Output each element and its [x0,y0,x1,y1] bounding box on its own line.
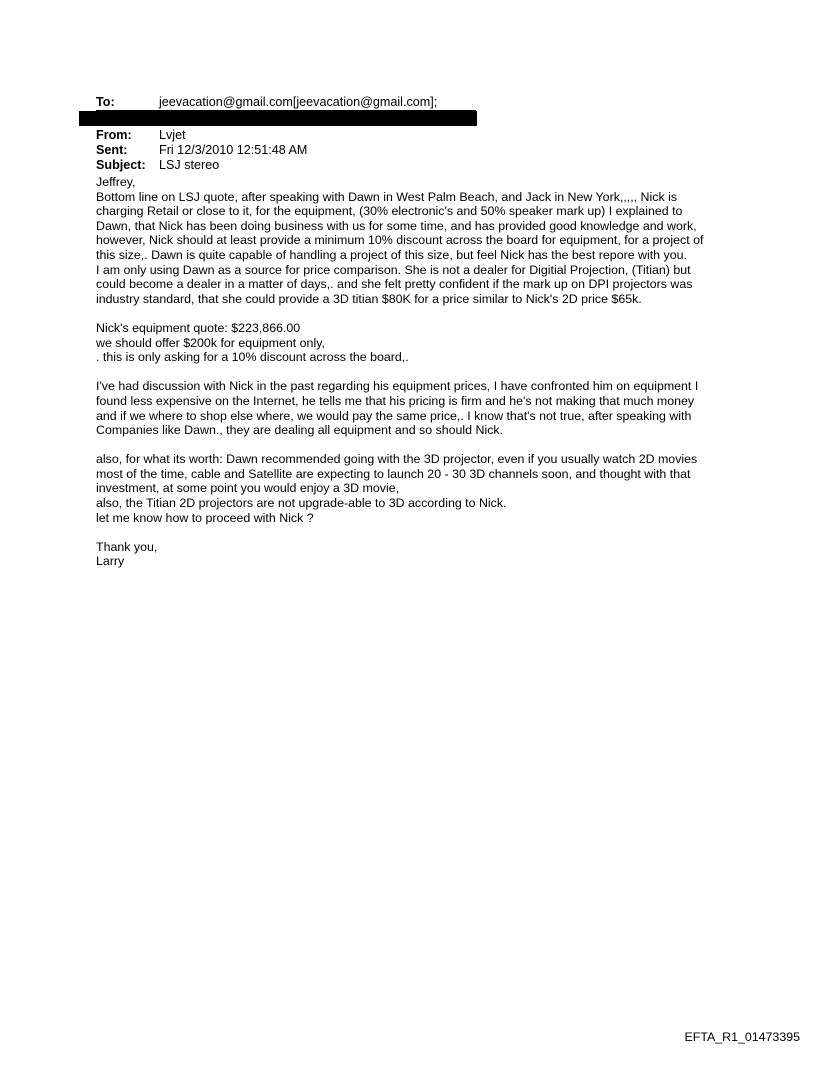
body-line: found less expensive on the Internet, he tells me that his pricing is firm and he's not making that much money [96,393,695,408]
header-to-row [96,95,437,110]
body-line: Larry [96,554,125,569]
body-line: charging Retail or close to it, for the equipment, (30% electronic's and 50% speaker mark up) I explained to [96,204,683,219]
body-line: could become a dealer in a matter of days,. and she felt pretty confident if the mark up on DPI projectors was [96,277,693,292]
paragraph-gap [96,365,736,380]
body-line: Thank you, [96,539,158,554]
subject-label: Subject: [96,158,146,172]
to-value: jeevacation@gmail.com[jeevacation@gmail.com]; [159,95,438,109]
email-body [96,175,736,569]
body-line: we should offer $200k for equipment only, [96,335,325,350]
from-value: Lvjet [159,128,186,142]
body-line: I am only using Dawn as a source for price comparison. She is not a dealer for Digitial Projection, (Titian) but [96,262,691,277]
body-line: Dawn, that Nick has been doing business with us for some time, and has provided good knowledge and work, [96,218,697,233]
to-label: To: [96,95,115,109]
body-line: also, for what its worth: Dawn recommended going with the 3D projector, even if you usually watch 2D movies [96,452,698,467]
document-id: EFTA_R1_01473395 [684,1030,800,1044]
body-line: most of the time, cable and Satellite are expecting to launch 20 - 30 3D channels soon, and thought with that [96,466,691,481]
paragraph-gap [96,438,736,453]
body-line: I've had discussion with Nick in the past regarding his equipment prices, I have confronted him on equipment I [96,379,699,394]
paragraph-gap [96,306,736,321]
body-line: and if we where to shop else where, we would pay the same price,. I know that's not true, after speaking with [96,408,692,423]
sent-value: Fri 12/3/2010 12:51:48 AM [159,143,308,157]
body-line: industry standard, that she could provide a 3D titian $80K for a price similar to Nick's 2D price $65k. [96,291,642,306]
body-line: this size,. Dawn is quite capable of handling a project of this size, but feel Nick has the best repore with you. [96,247,687,262]
body-line: Jeffrey, [96,175,136,189]
header-from-row [96,128,186,143]
subject-value: LSJ stereo [159,158,220,172]
sent-label: Sent: [96,143,128,157]
body-line: Companies like Dawn., they are dealing all equipment and so should Nick. [96,423,504,438]
body-line: however, Nick should at least provide a minimum 10% discount across the board for equipment, for a project of [96,233,704,248]
header-subject-row [96,158,219,173]
body-line: investment, at some point you would enjoy a 3D movie, [96,481,400,496]
body-line: . this is only asking for a 10% discount across the board,. [96,350,409,365]
redaction-bar [79,111,477,126]
body-line: also, the Titian 2D projectors are not upgrade-able to 3D according to Nick. [96,496,507,511]
body-line: let me know how to proceed with Nick ? [96,510,314,525]
body-line: Bottom line on LSJ quote, after speaking with Dawn in West Palm Beach, and Jack in New York,,,,, Nick is [96,189,678,204]
from-label: From: [96,128,132,142]
body-line: Nick's equipment quote: $223,866.00 [96,320,301,335]
paragraph-gap [96,525,736,540]
header-sent-row [96,143,307,158]
